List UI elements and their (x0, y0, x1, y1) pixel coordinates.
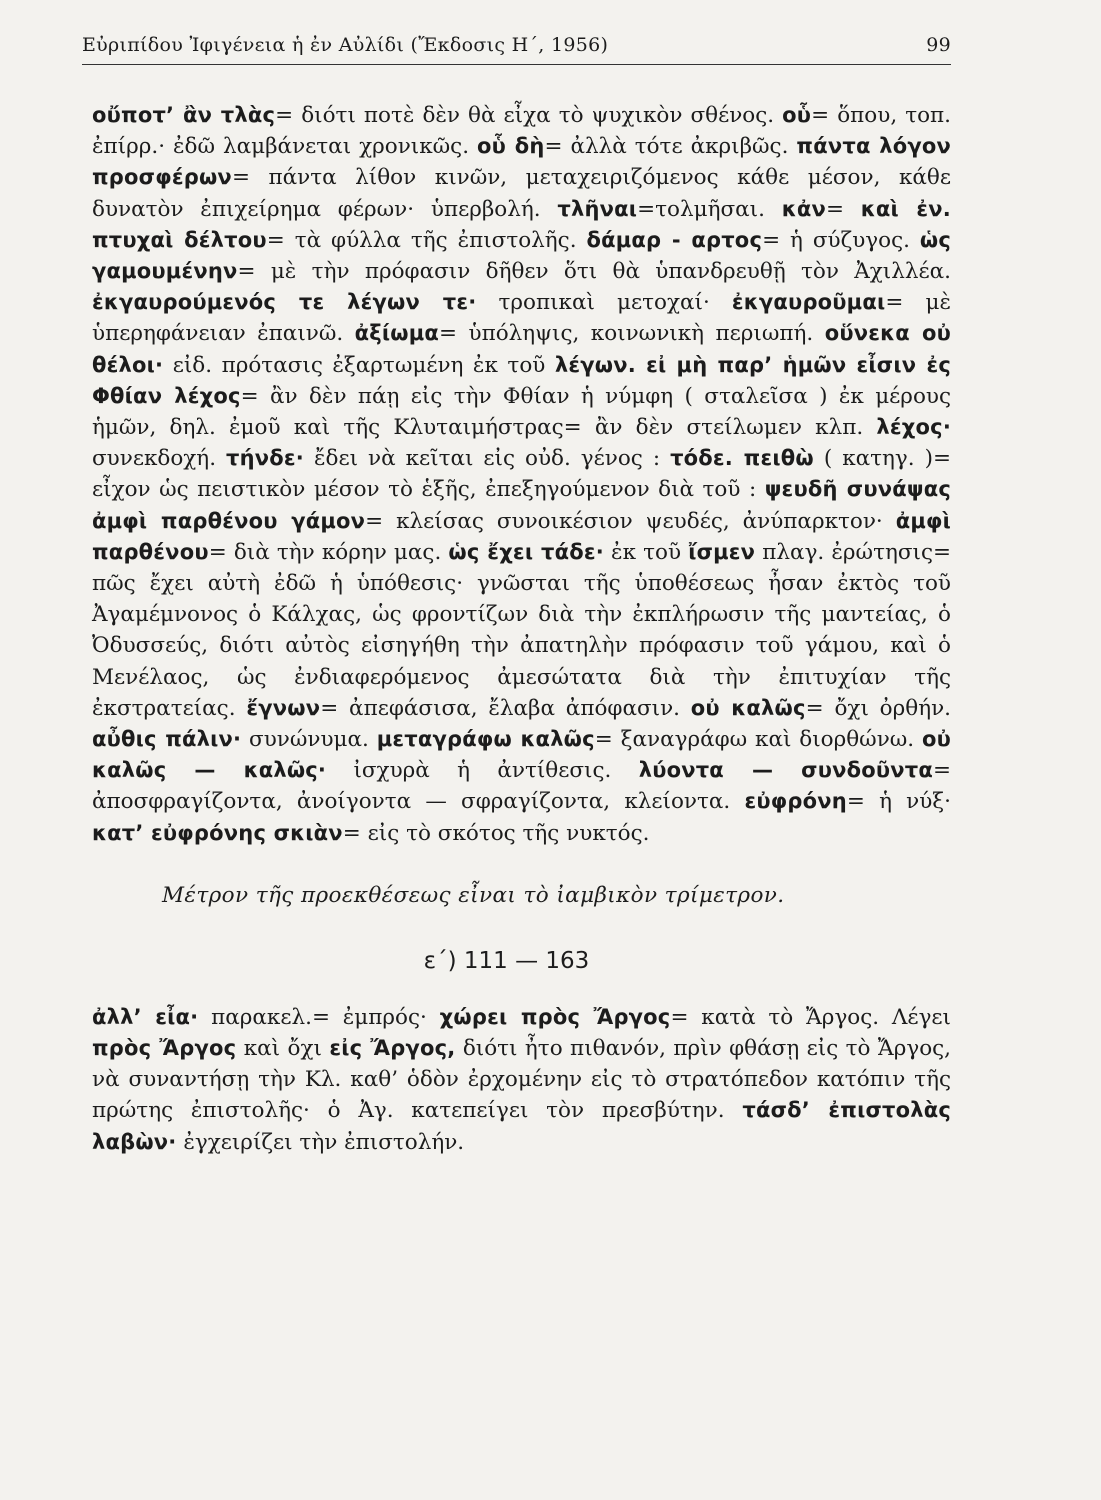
gloss-text: τροπικαὶ μετοχαί· (476, 290, 732, 316)
lemma: εἰς Ἄργος, (329, 1036, 456, 1061)
gloss-text: = ὄχι ὀρθήν. (805, 695, 951, 721)
gloss-text: = ἀποσφραγίζοντα, ἀνοίγοντα — σφραγίζοντα, κλείοντα. (92, 758, 952, 815)
gloss-text: = ὑπόληψις, κοινωνικὴ περιωπή. (439, 321, 825, 347)
lemma: κἀν (781, 196, 826, 221)
gloss-text: = πάντα λίθον κινῶν, μεταχειριζόμενος κάθε μέσον, κάθε δυνατὸν ἐπιχείρημα φέρων· ὑπερβολή. (92, 165, 951, 222)
gloss-text: = ἂν δὲν πάῃ εἰς τὴν Φθίαν ἡ νύμφη ( σταλεῖσα ) ἐκ μέρους ἡμῶν, δηλ. ἐμοῦ καὶ τῆς Κλυταιμήστρας= ἂν δὲν στείλωμεν κλπ. (92, 383, 952, 441)
gloss-text: = μὲ τὴν πρόφασιν δῆθεν ὅτι θὰ ὑπανδρευθῇ τὸν Ἀχιλλέα. (237, 259, 951, 285)
lemma: οὕνεκα οὐ θέλοι· (92, 321, 951, 377)
gloss-text: συνεκδοχή. (92, 446, 227, 472)
gloss-text: = ἀλλὰ τότε ἀκριβῶς. (544, 134, 797, 160)
lemma: λύοντα — συνδοῦντα (638, 758, 933, 783)
gloss-text: =τολμῆσαι. (637, 196, 782, 222)
lemma: ἐκγαυρούμενός τε λέγων τε· (92, 290, 477, 315)
gloss-text: πλαγ. ἐρώτησις= πῶς ἔχει αὐτὴ ἐδῶ ἡ ὑπόθεσις· γνῶσται τῆς ὑποθέσεως ἦσαν ἐκτὸς τοῦ Ἀγαμέμνονος ὁ Κάλχας, ὡς φροντίζων διὰ τὴν ἐκπλήρωσιν τῆς μαντείας, ὁ Ὀδυσσεύς, διότι αὐτὸς εἰσηγήθη τὴν ἀπατηλὴν πρόφασιν τοῦ γάμου, καὶ ὁ Μενέλαος, ὡς ἐνδιαφερόμενος ἀμεσώτατα διὰ τὴν ἐπιτυχίαν τῆς ἐκστρατείας. (92, 539, 952, 721)
lemma: χώρει πρὸς Ἄργος (439, 1004, 671, 1029)
running-head-title: Εὐριπίδου Ἰφιγένεια ἡ ἐν Αὐλίδι (Ἔκδοσις Η΄, 1956) (82, 34, 609, 56)
lemma: τόδε. πειθὼ (670, 446, 814, 471)
gloss-text: = ἀπεφάσισα, ἔλαβα ἀπόφασιν. (320, 695, 691, 721)
lemma: ὡς γαμουμένην (92, 227, 951, 284)
gloss-text: = διότι ποτὲ δὲν θὰ εἶχα τὸ ψυχικὸν σθένος. (275, 103, 783, 128)
lemma: οὐ καλῶς — καλῶς· (92, 727, 952, 783)
gloss-text: ἰσχυρὰ ἡ ἀντίθεσις. (326, 758, 639, 784)
lemma: οὗ (782, 103, 812, 127)
lemma: ἔγνων (246, 695, 321, 720)
section-heading: ε΄) 111 — 163 (423, 947, 590, 974)
page-number: 99 (926, 34, 951, 56)
lemma: λέχος· (876, 415, 951, 440)
running-head (82, 34, 951, 62)
lemma: μεταγράφω καλῶς (376, 727, 595, 752)
commentary-paragraph-second (92, 1002, 951, 1158)
lemma: οὐ καλῶς (690, 695, 806, 720)
gloss-text: = διὰ τὴν κόρην μας. (208, 539, 449, 565)
commentary-paragraph (92, 100, 951, 849)
gloss-text: καὶ ὄχι (236, 1036, 330, 1062)
gloss-text: = ἡ νύξ· (846, 789, 951, 815)
lemma: ἀμφὶ παρθένου (92, 508, 951, 564)
lemma: αὖθις πάλιν· (92, 727, 242, 752)
lemma: οὗ δὴ (477, 134, 545, 159)
gloss-text: = ὅπου, τοπ. ἐπίρρ.· ἐδῶ λαμβάνεται χρονικῶς. (92, 103, 951, 160)
lemma: οὔποτ’ ἂν τλὰς (92, 103, 276, 127)
gloss-text: παρακελ.= ἐμπρός· (198, 1004, 440, 1030)
lemma: εὐφρόνη (744, 789, 847, 814)
gloss-text: = κλείσας συνοικέσιον ψευδές, ἀνύπαρκτον· (365, 508, 896, 534)
lemma: κατ’ εὐφρόνης σκιὰν (92, 820, 343, 845)
header-rule (82, 64, 951, 65)
gloss-text: = ἡ σύζυγος. (762, 227, 920, 253)
gloss-text: ἐγχειρίζει τὴν ἐπιστολήν. (176, 1129, 465, 1155)
lemma: δάμαρ - αρτος (586, 227, 763, 252)
meter-note: Μέτρον τῆς προεκθέσεως εἶναι τὸ ἰαμβικὸν τρίμετρον. (162, 882, 785, 908)
gloss-text: = τὰ φύλλα τῆς ἐπιστολῆς. (266, 227, 587, 253)
lemma: λέγων. εἰ μὴ παρ’ ἡμῶν εἶσιν ἐς Φθίαν λέχος (92, 352, 951, 408)
gloss-text: συνώνυμα. (241, 727, 377, 753)
page-body (92, 100, 951, 1158)
gloss-text: ἐκ τοῦ (603, 539, 689, 565)
gloss-text: = μὲ ὑπερηφάνειαν ἐπαινῶ. (92, 290, 951, 347)
gloss-text: ἔδει νὰ κεῖται εἰς οὐδ. γένος : (303, 446, 671, 472)
gloss-text: = κατὰ τὸ Ἄργος. Λέγει (670, 1004, 951, 1030)
lemma: τήνδε· (226, 446, 304, 471)
lemma: καὶ ἐν. πτυχαὶ δέλτου (92, 196, 951, 252)
gloss-text: ( κατηγ. )= εἶχον ὡς πειστικὸν μέσον τὸ ἑξῆς, ἐπεξηγούμενον διὰ τοῦ : (92, 446, 951, 503)
gloss-text: = εἰς τὸ σκότος τῆς νυκτός. (342, 820, 650, 846)
gloss-text: εἰδ. πρότασις ἐξαρτωμένη ἐκ τοῦ (163, 352, 555, 378)
gloss-text: διότι ἦτο πιθανόν, πρὶν φθάσῃ εἰς τὸ Ἄργος, νὰ συναντήσῃ τὴν Κλ. καθ’ ὁδὸν ἐρχομένην εἰς τὸ στρατόπεδον κατόπιν τῆς πρώτης ἐπιστολῆς· ὁ Ἀγ. κατεπείγει τὸν πρεσβύτην. (92, 1036, 952, 1124)
lemma: πρὸς Ἄργος (92, 1036, 237, 1061)
lemma: τάσδ’ ἐπιστολὰς λαβὼν· (92, 1098, 951, 1154)
gloss-text: = ξαναγράφω καὶ διορθώνω. (594, 727, 922, 753)
lemma: ἴσμεν (688, 539, 756, 564)
lemma: ψευδῆ συνάψας ἀμφὶ παρθένου γάμον (92, 477, 951, 533)
lemma: τλῆναι (557, 196, 638, 221)
lemma: ὡς ἔχει τάδε· (448, 539, 604, 564)
lemma: ἀλλ’ εἶα· (92, 1004, 199, 1029)
lemma: ἐκγαυροῦμαι (731, 290, 886, 315)
lemma: ἀξίωμα (354, 321, 440, 346)
gloss-text: = (825, 196, 861, 222)
lemma: πάντα λόγον προσφέρων (92, 134, 951, 190)
